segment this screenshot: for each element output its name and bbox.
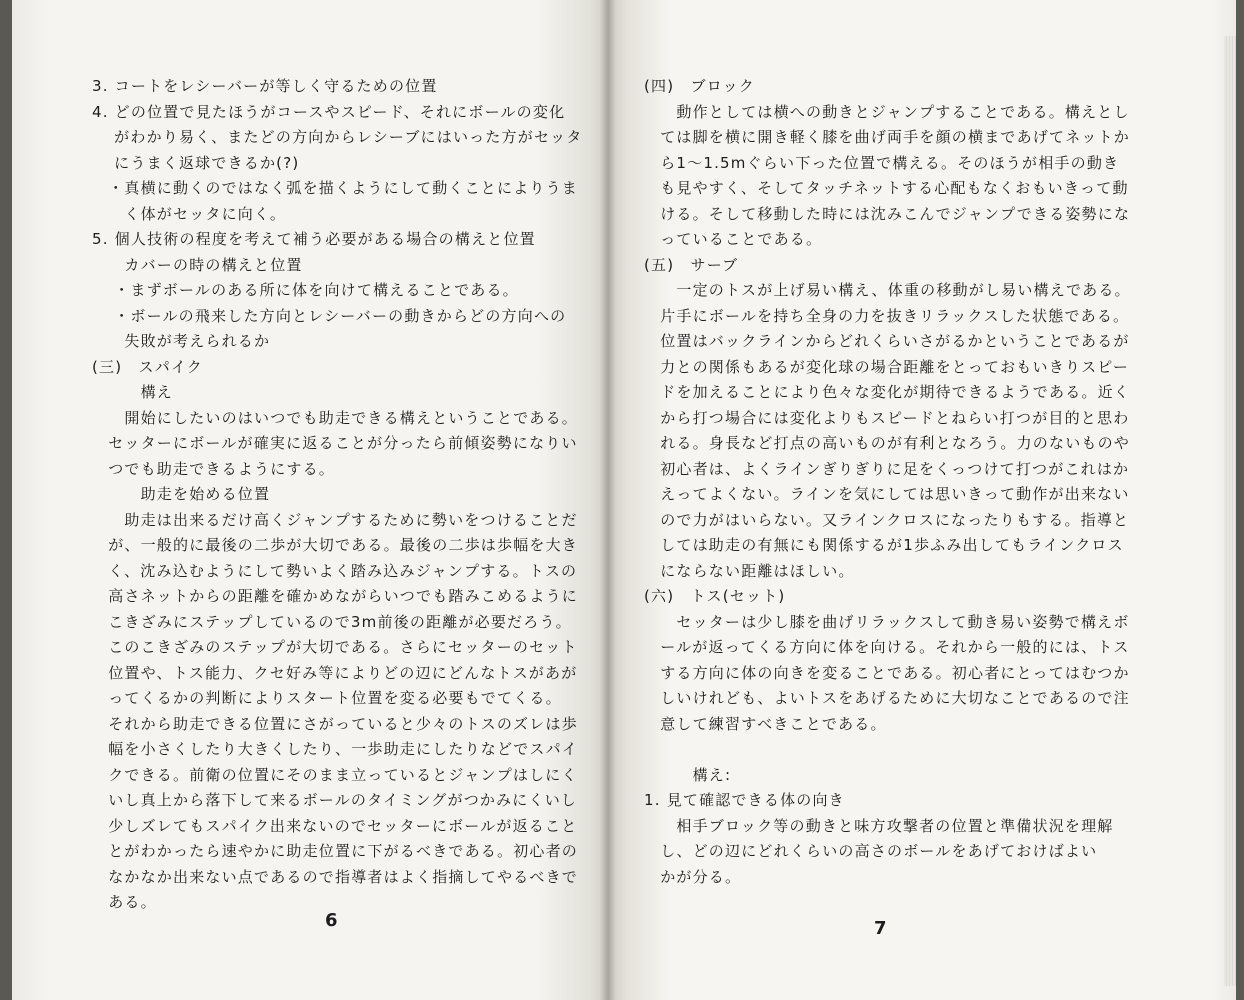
left-page-text — [92, 74, 583, 916]
text-line: いし真上から落下して来るボールのタイミングがつかみにくいし — [92, 791, 578, 809]
text-line: こきざみにステップしているので3m前後の距離が必要だろう。 — [92, 612, 572, 631]
text-line: 高さネットからの距離を確かめながらいつでも踏みこめるように — [92, 587, 579, 605]
page-number-left: 6 — [325, 910, 338, 931]
left-page — [12, 0, 608, 1000]
text-line: (三) スパイク — [92, 357, 204, 376]
text-line — [644, 737, 1131, 763]
text-line: がわかり易く、またどの方向からレシーブにはいった方がセッタ — [92, 128, 583, 146]
text-line: 幅を小さくしたり大きくしたり、一歩助走にしたりなどでスパイ — [92, 740, 579, 758]
text-line: つでも助走できるようにする。 — [92, 459, 336, 478]
text-line: く体がセッタに向く。 — [92, 204, 287, 223]
text-line: ールが返ってくる方向に体を向ける。それから一般的には、トス — [644, 638, 1130, 656]
text-line: ては脚を横に開き軽く膝を曲げ両手を顔の横まであげてネットか — [644, 128, 1131, 146]
text-line: する方向に体の向きを変ることである。初心者にとってはむつか — [644, 663, 1130, 682]
text-line: っていることである。 — [644, 230, 823, 248]
page-number-right: 7 — [874, 918, 887, 939]
text-line: 助走は出来るだけ高くジャンプするために勢いをつけることだ — [92, 510, 578, 529]
text-line: カバーの時の構えと位置 — [92, 255, 303, 274]
text-line: 動作としては横への動きとジャンプすることである。構えとし — [644, 102, 1130, 121]
text-line: 失敗が考えられるか — [92, 332, 271, 350]
text-line: ってくるかの判断によりスタート位置を変る必要もでてくる。 — [92, 689, 562, 707]
text-line: が、一般的に最後の二歩が大切である。最後の二歩は歩幅を大き — [92, 536, 579, 554]
right-page — [608, 0, 1236, 1000]
text-line: ので力がはいらない。又ラインクロスになったりもする。指導と — [644, 510, 1130, 529]
text-line: し、どの辺にどれくらいの高さのボールをあげておけばよい — [644, 842, 1098, 860]
text-line: 力との関係もあるが変化球の場合距離をとっておもいきりスピー — [644, 357, 1130, 376]
text-line: しいけれども、よいトスをあげるために大切なことであるので注 — [644, 689, 1130, 707]
page-edges — [1224, 36, 1236, 986]
text-line: えってよくない。ラインを気にしては思いきって動作が出来ない — [644, 485, 1130, 503]
text-line: 位置や、トス能力、クセ好み等によりどの辺にどんなトスがあが — [92, 663, 578, 682]
text-line: 助走を始める位置 — [92, 485, 271, 503]
text-line: クできる。前衛の位置にそのまま立っているとジャンプはしにく — [92, 765, 578, 784]
text-line: このこきざみのステップが大切である。さらにセッターのセット — [92, 638, 578, 656]
text-line: (四) ブロック — [644, 77, 756, 95]
text-line: セッターにボールが確実に返ることが分ったら前傾姿勢になりい — [92, 434, 578, 452]
text-line: しては助走の有無にも関係するが1歩ふみ出してもラインクロス — [644, 536, 1124, 554]
text-line: かが分る。 — [644, 867, 742, 886]
text-line: 位置はバックラインからどれくらいさがるかということであるが — [644, 332, 1130, 350]
text-line: なかなか出来ない点であるので指導者はよく指摘してやるべきで — [92, 867, 579, 886]
text-line: 意して練習すべきことである。 — [644, 714, 887, 733]
text-line: れる。身長など打点の高いものが有利となろう。力のないものや — [644, 434, 1131, 452]
text-line: 相手ブロック等の動きと味方攻撃者の位置と準備状況を理解 — [644, 816, 1114, 835]
text-line: ・ボールの飛来した方向とレシーバーの動きからどの方向への — [92, 306, 567, 325]
text-line: ある。 — [92, 893, 157, 911]
text-line: 構え: — [644, 765, 732, 784]
text-line: 開始にしたいのはいつでも助走できる構えということである。 — [92, 408, 579, 427]
book-gutter — [600, 0, 616, 1000]
text-line: ら1～1.5mぐらい下った位置で構える。そのほうが相手の動き — [644, 153, 1120, 172]
text-line: ドを加えることにより色々な変化が期待できるようである。近く — [644, 383, 1131, 401]
text-line: 3. コートをレシーバーが等しく守るための位置 — [92, 77, 438, 95]
text-line: ける。そして移動した時には沈みこんでジャンプできる姿勢にな — [644, 204, 1131, 223]
text-line: 初心者は、よくラインぎりぎりに足をくっつけて打つがこれはか — [644, 459, 1130, 478]
text-line: にならない距離はほしい。 — [644, 561, 855, 580]
text-line: ・真横に動くのではなく弧を描くようにして動くことによりうま — [92, 179, 579, 197]
text-line: それから助走できる位置にさがっていると少々のトスのズレは歩 — [92, 714, 578, 733]
right-page-text — [644, 74, 1131, 890]
text-line: (五) サーブ — [644, 255, 739, 274]
text-line: 一定のトスが上げ易い構え、体重の移動がし易い構えである。 — [644, 281, 1131, 299]
text-line: (六) トス(セット) — [644, 587, 786, 605]
text-line: も見やすく、そしてタッチネットする心配もなくおもいきって動 — [644, 179, 1129, 197]
text-line: 片手にボールを持ち全身の力を抜きリラックスした状態である。 — [644, 306, 1130, 325]
text-line: 5. 個人技術の程度を考えて補う必要がある場合の構えと位置 — [92, 230, 536, 248]
text-line: 4. どの位置で見たほうがコースやスピード、それにボールの変化 — [92, 102, 566, 121]
text-line: ・まずボールのある所に体を向けて構えることである。 — [92, 281, 519, 299]
text-line: とがわかったら速やかに助走位置に下がるべきである。初心者の — [92, 842, 579, 860]
text-line: から打つ場合には変化よりもスピードとねらい打つが目的と思わ — [644, 408, 1130, 427]
text-line: にうまく返球できるか(?) — [92, 153, 300, 172]
text-line: セッターは少し膝を曲げリラックスして動き易い姿勢で構えボ — [644, 612, 1130, 631]
text-line: 少しズレてもスパイク出来ないのでセッターにボールが返ること — [92, 816, 578, 835]
text-line: く、沈み込むようにして勢いよく踏み込みジャンプする。トスの — [92, 561, 578, 580]
text-line: 1. 見て確認できる体の向き — [644, 791, 845, 809]
text-line: 構え — [92, 383, 174, 401]
